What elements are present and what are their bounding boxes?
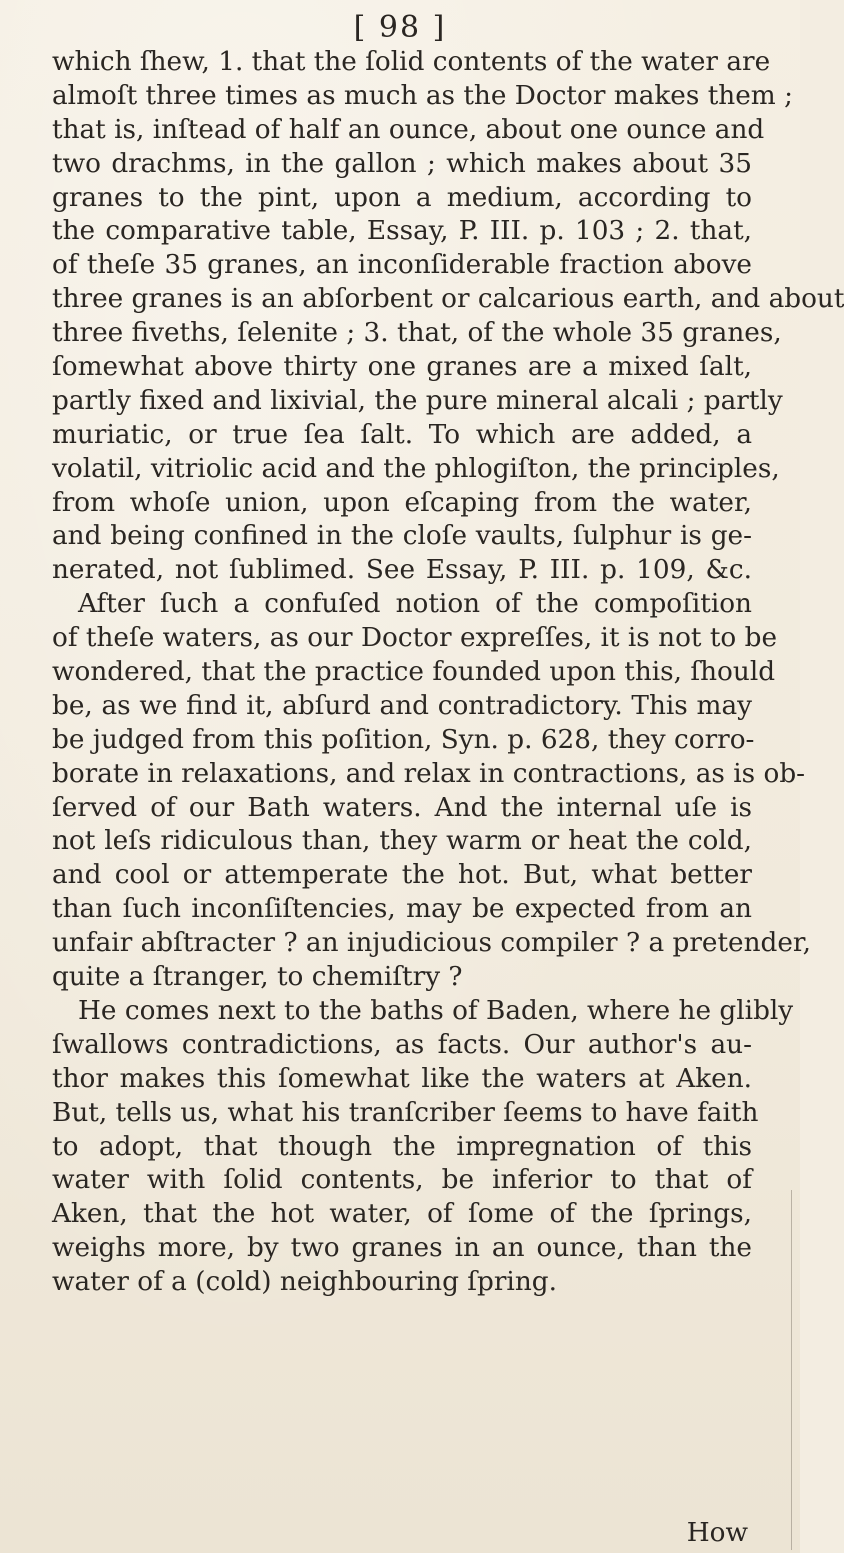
- text-line: three fiveths, ſelenite ; 3. that, of the whole 35 granes,: [52, 318, 782, 349]
- text-line: that is, inſtead of half an ounce, about one ounce and: [52, 114, 765, 145]
- text-line: water of a (cold) neighbouring ſpring.: [52, 1267, 557, 1298]
- text-line: and being confined in the cloſe vaults, ſulphur is ge-: [52, 521, 752, 552]
- text-line: be, as we find it, abſurd and contradictory. This may: [52, 690, 752, 721]
- text-line: partly fixed and lixivial, the pure mineral alcali ; partly: [52, 385, 783, 416]
- text-line: and cool or attemperate the hot. But, what better: [52, 860, 752, 891]
- text-line: quite a ſtranger, to chemiſtry ?: [52, 962, 463, 993]
- text-line: But, tells us, what his tranſcriber ſeems to have faith: [52, 1097, 759, 1128]
- text-line: than ſuch inconſiſtencies, may be expected from an: [52, 894, 752, 925]
- text-line: unfair abſtracter ? an injudicious compiler ? a pretender,: [52, 928, 811, 959]
- text-line: water with ſolid contents, be inferior to that of: [52, 1165, 752, 1196]
- text-line: volatil, vitriolic acid and the phlogiſton, the principles,: [52, 453, 780, 484]
- text-line: He comes next to the baths of Baden, where he glibly: [78, 995, 794, 1026]
- text-line: Aken, that the hot water, of ſome of the ſprings,: [52, 1199, 752, 1230]
- text-line: muriatic, or true ſea ſalt. To which are added, a: [52, 419, 752, 450]
- text-line: ſwallows contradictions, as facts. Our author's au-: [52, 1029, 752, 1060]
- gutter-shadow: [791, 1190, 792, 1550]
- text-line: to adopt, that though the impregnation of this: [52, 1131, 752, 1162]
- text-line: which ſhew, 1. that the ſolid contents of the water are: [52, 47, 771, 77]
- body-text: [52, 46, 844, 1300]
- text-line: three granes is an abſorbent or calcarious earth, and about: [52, 284, 844, 315]
- text-line: ſomewhat above thirty one granes are a mixed ſalt,: [52, 352, 752, 383]
- text-line: nerated, not ſublimed. See Essay, P. III. p. 109, &c.: [52, 555, 752, 586]
- text-line: After ſuch a confuſed notion of the compoſition: [78, 589, 752, 620]
- text-line: two drachms, in the gallon ; which makes about 35: [52, 148, 752, 179]
- text-line: of theſe waters, as our Doctor expreſſes, it is not to be: [52, 623, 778, 654]
- text-line: almoſt three times as much as the Doctor makes them ;: [52, 80, 793, 111]
- text-line: granes to the pint, upon a medium, according to: [52, 182, 752, 213]
- text-line: be judged from this poſition, Syn. p. 628, they corro-: [52, 724, 755, 755]
- text-line: borate in relaxations, and relax in contractions, as is ob-: [52, 758, 806, 789]
- text-line: ſerved of our Bath waters. And the internal uſe is: [52, 792, 752, 823]
- catchword: How: [686, 1518, 748, 1548]
- text-line: thor makes this ſomewhat like the waters at Aken.: [52, 1063, 752, 1094]
- text-line: from whoſe union, upon eſcaping from the water,: [52, 487, 752, 518]
- text-line: wondered, that the practice founded upon this, ſhould: [52, 657, 776, 688]
- page-number: [ 98 ]: [353, 10, 447, 45]
- text-line: not leſs ridiculous than, they warm or heat the cold,: [52, 826, 752, 857]
- text-line: weighs more, by two granes in an ounce, than the: [52, 1233, 752, 1264]
- text-line: of theſe 35 granes, an inconſiderable fraction above: [52, 250, 752, 281]
- text-line: the comparative table, Essay, P. III. p. 103 ; 2. that,: [52, 216, 752, 247]
